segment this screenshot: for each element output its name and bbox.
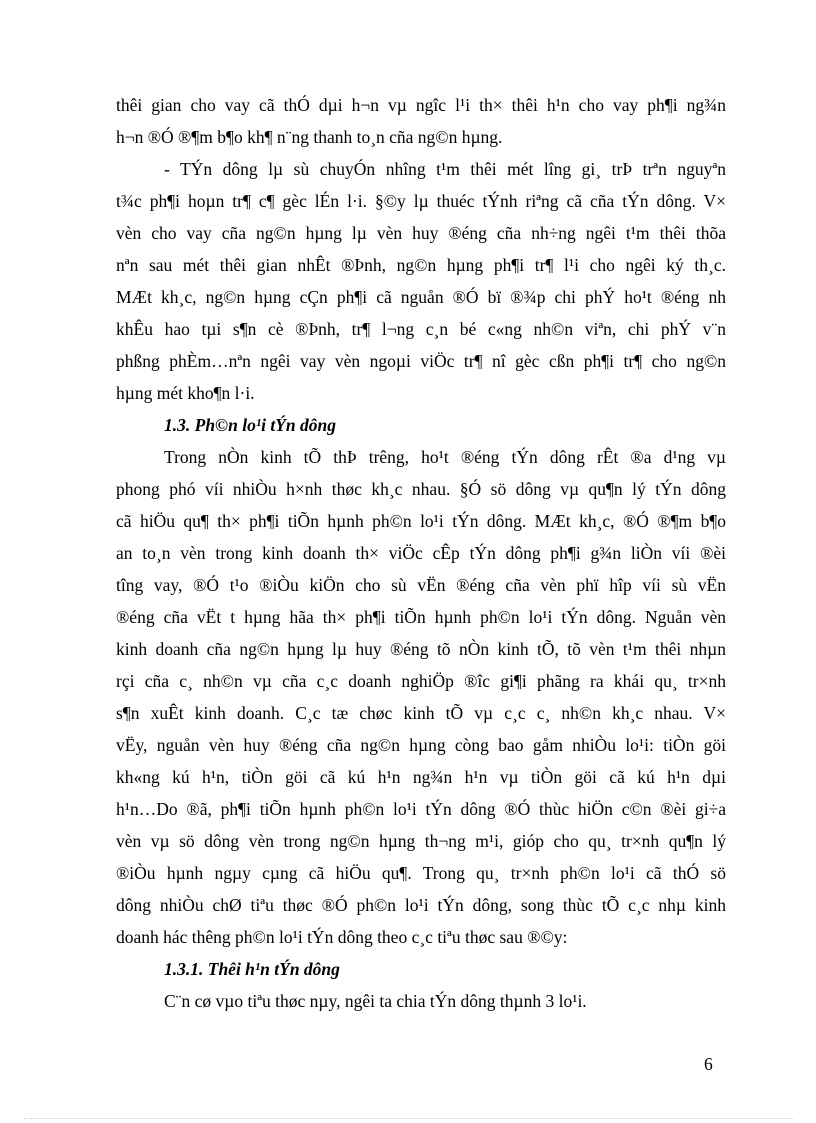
section-heading-1-3-1: 1.3.1. Thêi h¹n tÝn dông [164,959,340,979]
paragraph-2-line-7: phßng phÈm…nªn ngêi vay vèn ngoµi viÖc tr¶ nî gèc cßn ph¶i tr¶ cho ng©n [116,351,726,371]
paragraph-3-line-7: kinh doanh cña ng©n hµng lµ huy ®éng tõ nÒn kinh tÕ, tõ vèn t¹m thêi nhµn [116,639,726,659]
paragraph-2-line-6: khÊu hao tµi s¶n cè ®Þnh, tr¶ l¬ng c¸n bé c«ng nh©n viªn, chi phÝ v¨n [116,319,726,339]
paragraph-3-line-6: ®éng cña vËt t hµng hãa th× ph¶i tiÕn hµnh ph©n lo¹i tÝn dông. Nguån vèn [116,607,726,627]
paragraph-3-line-12: h¹n…Do ®ã, ph¶i tiÕn hµnh ph©n lo¹i tÝn dông ®Ó thùc hiÖn c©n ®èi gi÷a [116,799,726,819]
paragraph-3-line-4: an to¸n vèn trong kinh doanh th× viÖc cÊp tÝn dông ph¶i g¾n liÒn víi ®èi [116,543,726,563]
paragraph-3-line-9: s¶n xuÊt kinh doanh. C¸c tæ chøc kinh tÕ vµ c¸c c¸ nh©n kh¸c nhau. V× [116,703,726,723]
paragraph-2-line-3: vèn cho vay cña ng©n hµng lµ vèn huy ®éng cña nh÷ng ngêi t¹m thêi thõa [116,223,726,243]
paragraph-3-line-5: tîng vay, ®Ó t¹o ®iÒu kiÖn cho sù vËn ®éng cña vèn phï hîp víi sù vËn [116,575,726,595]
paragraph-3-line-3: cã hiÖu qu¶ th× ph¶i tiÕn hµnh ph©n lo¹i tÝn dông. MÆt kh¸c, ®Ó ®¶m b¶o [116,511,726,531]
paragraph-2-line-5: MÆt kh¸c, ng©n hµng cÇn ph¶i cã nguån ®Ó bï ®¾p chi phÝ ho¹t ®éng nh [116,287,726,307]
paragraph-1-line-1: thêi gian cho vay cã thÓ dµi h¬n vµ ngîc l¹i th× thêi h¹n cho vay ph¶i ng¾n [116,95,726,115]
paragraph-2-line-8: hµng mét kho¶n l·i. [116,383,255,403]
paragraph-3-line-13: vèn vµ sö dông vèn trong ng©n hµng th¬ng m¹i, gióp cho qu¸ tr×nh qu¶n lý [116,831,726,851]
paragraph-3-line-8: rçi cña c¸ nh©n vµ cña c¸c doanh nghiÖp ®îc gi¶i phãng ra khái qu¸ tr×nh [116,671,726,691]
paragraph-3-line-11: kh«ng kú h¹n, tiÒn göi cã kú h¹n ng¾n h¹n vµ tiÒn göi cã kú h¹n dµi [116,767,726,787]
paragraph-3-line-16: doanh hác thêng ph©n lo¹i tÝn dông theo c¸c tiªu thøc sau ®©y: [116,927,568,947]
paragraph-3-line-14: ®iÒu hµnh ngµy cµng cã hiÖu qu¶. Trong qu¸ tr×nh ph©n lo¹i cã thÓ sö [116,863,726,883]
section-heading-1-3: 1.3. Ph©n lo¹i tÝn dông [164,415,336,435]
paragraph-3-line-10: vËy, nguån vèn huy ®éng cña ng©n hµng còng bao gåm nhiÒu lo¹i: tiÒn göi [116,735,726,755]
paragraph-2-line-1: - TÝn dông lµ sù chuyÓn nhîng t¹m thêi mét lîng gi¸ trÞ trªn nguyªn [164,159,726,179]
paragraph-4-line-1: C¨n cø vµo tiªu thøc nµy, ngêi ta chia tÝn dông thµnh 3 lo¹i. [164,991,587,1011]
paragraph-1-line-2: h¬n ®Ó ®¶m b¶o kh¶ n¨ng thanh to¸n cña ng©n hµng. [116,127,503,147]
paragraph-3-line-15: dông nhiÒu chØ tiªu thøc ®Ó ph©n lo¹i tÝn dông, song thùc tÕ c¸c nhµ kinh [116,895,726,915]
paragraph-3-line-1: Trong nÒn kinh tÕ thÞ trêng, ho¹t ®éng tÝn dông rÊt ®a d¹ng vµ [164,447,726,467]
paragraph-3-line-2: phong phó víi nhiÒu h×nh thøc kh¸c nhau. §Ó sö dông vµ qu¶n lý tÝn dông [116,479,726,499]
page-bottom-divider [24,1118,794,1119]
paragraph-2-line-4: nªn sau mét thêi gian nhÊt ®Þnh, ng©n hµng ph¶i tr¶ l¹i cho ngêi ký th¸c. [116,255,726,275]
paragraph-2-line-2: t¾c ph¶i hoµn tr¶ c¶ gèc lÉn l·i. §©y lµ thuéc tÝnh riªng cã cña tÝn dông. V× [116,191,726,211]
page-number: 6 [704,1054,713,1074]
